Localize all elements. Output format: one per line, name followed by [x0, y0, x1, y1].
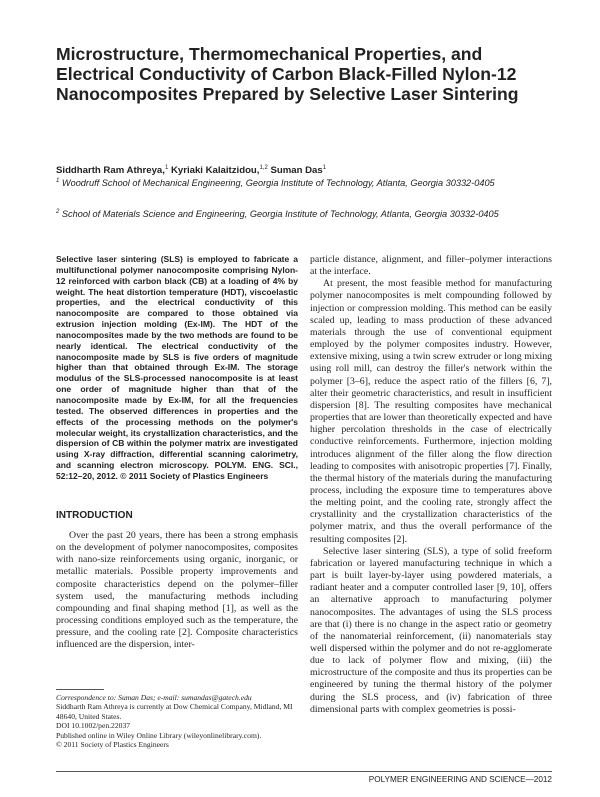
body-paragraph: Selective laser sintering (SLS), a type of solid freeform fabrication or layered manufacturing technique in which a part is built layer-by-layer using powdered materials, a radiant heater and a computer controlled laser [9, 10], offers an alternative approach to manufacturing polymer nanocomposites. The advantages of using the SLS process are that (i) there is no change in the aspect ratio or geometry of the nanomaterial reinforcement, (ii) nanomaterials stay well dispersed within the polymer and do not re-agglomerate due to lack of polymer flow and mixing, (iii) the microstructure of the composite and thus its properties can be engineered by tuning the thermal history of the polymer during the SLS process, and (iv) fabrication of three dimensional parts with complex geometries is possi-	[310, 545, 552, 715]
paper-title: Microstructure, Thermomechanical Properties, and Electrical Conductivity of Carbon Black-Filled Nylon-12 Nanocomposites Prepared by Selective Laser Sintering	[56, 44, 519, 104]
body-paragraph: particle distance, alignment, and filler–polymer interactions at the interface.	[310, 254, 552, 278]
footnote-divider	[56, 689, 104, 690]
affiliation-mark: 1	[56, 178, 60, 184]
right-column	[310, 254, 552, 716]
author-name: Siddharth Ram Athreya,	[56, 165, 165, 177]
footer-divider	[56, 771, 552, 772]
author-affiliation-mark: 1	[322, 165, 327, 171]
abstract: Selective laser sintering (SLS) is employed to fabricate a multifunctional polymer nanocomposite comprising Nylon-12 reinforced with carbon black (CB) at a loading of 4% by weight. The heat distortion temperature (HDT), viscoelastic properties, and the electrical conductivity of this nanocomposite are compared to those obtained via extrusion injection molding (Ex-IM). The HDT of the nanocomposites made by the two methods are found to be nearly identical. The electrical conductivity of the nanocomposite made by SLS is five orders of magnitude higher than that obtained through Ex-IM. The storage modulus of the SLS-processed nanocomposite is at least one order of magnitude higher than that of the nanocomposite made by Ex-IM, for all the frequencies tested. The observed differences in properties and the effects of the processing methods on the polymer's molecular weight, its crystallization characteristics, and the dispersion of CB within the polymer matrix are investigated using X-ray diffraction, differential scanning calorimetry, and scanning electron microscopy. POLYM. ENG. SCI., 52:12–20, 2012. © 2011 Society of Plastics Engineers	[56, 254, 298, 481]
affiliation	[56, 178, 495, 188]
author-affiliation-mark: 1	[164, 165, 169, 171]
running-footer: POLYMER ENGINEERING AND SCIENCE—2012	[368, 775, 552, 784]
affiliation	[56, 209, 499, 219]
affiliation-text: School of Materials Science and Engineering, Georgia Institute of Technology, Atlanta, Georgia 30332-0405	[61, 209, 499, 220]
section-heading: INTRODUCTION	[56, 510, 133, 521]
author-name: Kyriaki Kalaitzidou,	[170, 165, 260, 177]
author-name: Suman Das	[270, 165, 323, 177]
footnote-doi: DOI 10.1002/pen.22037	[56, 721, 131, 731]
footnotes	[56, 693, 298, 749]
author-list	[56, 165, 326, 176]
body-paragraph: At present, the most feasible method for manufacturing polymer nanocomposites is melt compounding followed by injection or compression molding. This method can be easily scaled up, leading to mass production of these advanced materials through the use of conventional equipment employed by the polymer composites industry. However, extensive mixing, using a twin screw extruder or long mixing using roll mill, can destroy the filler's network within the polymer [3–6], reduce the aspect ratio of the fillers [6, 7], alter their geometric characteristics, and result in insufficient dispersion [8]. The resulting composites have mechanical properties that are lower than theoretically expected and have higher percolation thresholds in the case of electrically conductive reinforcements. Furthermore, injection molding introduces alignment of the filler along the flow direction leading to composites with anisotropic properties [7]. Finally, the thermal history of the materials during the manufacturing process, including the exposure time to temperatures above the melting point, and the cooling rate, strongly affect the crystallinity and the crystallization characteristics of the polymer matrix, and thus the overall performance of the resulting composites [2].	[310, 278, 552, 545]
footnote-published: Published online in Wiley Online Library (wileyonlinelibrary.com).	[56, 730, 262, 740]
footnote-affiliation-note: Siddharth Ram Athreya is currently at Dow Chemical Company, Midland, MI 48640, United States.	[56, 702, 293, 721]
affiliation-text: Woodruff School of Mechanical Engineering, Georgia Institute of Technology, Atlanta, Georgia 30332-0405	[61, 178, 495, 189]
footnote-copyright: © 2011 Society of Plastics Engineers	[56, 740, 169, 750]
footnote-correspondence: Correspondence to: Suman Das; e-mail: sumandas@gatech.edu	[56, 693, 252, 702]
affiliation-mark: 2	[56, 209, 60, 215]
body-paragraph: Over the past 20 years, there has been a strong emphasis on the development of polymer nanocomposites, composites with nano-size reinforcements using organic, inorganic, or metallic materials. Possible property improvements and composite characteristics depend on the polymer–filler system used, the manufacturing methods including compounding and final shaping method [1], as well as the processing conditions employed such as the temperature, the pressure, and the cooling rate [2]. Composite characteristics influenced are the dispersion, inter-	[56, 530, 298, 651]
author-affiliation-mark: 1,2	[259, 165, 268, 171]
